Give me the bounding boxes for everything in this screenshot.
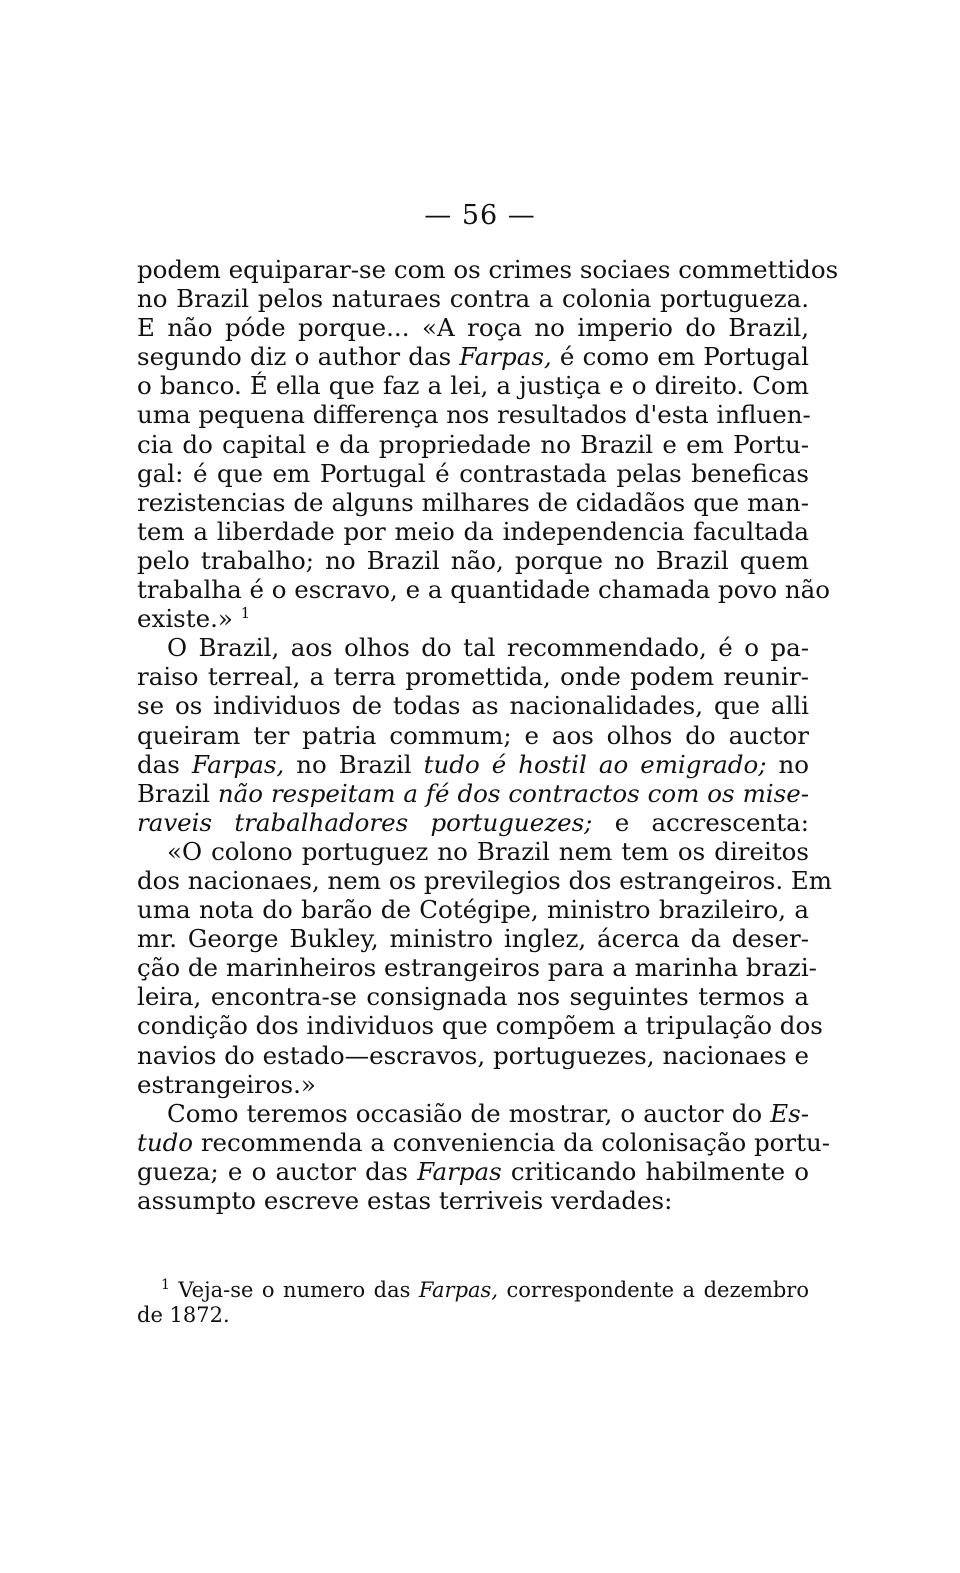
text-line: estrangeiros.» (137, 1069, 316, 1099)
text-line: pelo trabalho; no Brazil não, porque no Brazil quem (137, 545, 809, 575)
text-line: rezistencias de alguns milhares de cidadãos que man- (137, 487, 809, 517)
text-line: Como teremos occasião de mostrar, o auctor do Es- (167, 1098, 809, 1128)
footnote (137, 1278, 809, 1328)
text-line: gal: é que em Portugal é contrastada pelas beneficas (137, 458, 809, 488)
italic-text: tudo (137, 1127, 194, 1157)
italic-text: Farpas, (459, 342, 552, 372)
text-line: O Brazil, aos olhos do tal recommendado, é o pa- (167, 633, 809, 663)
text-line: trabalha é o escravo, e a quantidade chamada povo não (137, 575, 831, 605)
footnote-line: $^1$ Veja-se o numero das Farpas, correspondente a dezembro (161, 1277, 809, 1302)
text-line: se os individuos de todas as nacionalidades, que alli (137, 691, 809, 721)
body-text (137, 255, 839, 1215)
text-line: raiso terreal, a terra promettida, onde podem reunir- (137, 662, 809, 692)
text-line: podem equiparar-se com os crimes sociaes commettidos (137, 255, 839, 284)
text-line: tem a liberdade por meio da independencia facultada (137, 516, 809, 546)
text-line: leira, encontra-se consignada nos seguintes termos a (137, 982, 809, 1012)
text-line: o banco. É ella que faz a lei, a justiça e o direito. Com (137, 371, 809, 401)
italic-text: não respeitam a fé dos contractos com os mise- (217, 778, 809, 808)
text-line: condição dos individuos que compõem a tripulação dos (137, 1011, 823, 1041)
text-line: segundo diz o author das Farpas, é como em Portugal (137, 342, 809, 372)
text-line: das Farpas, no Brazil tudo é hostil ao emigrado; no (137, 749, 809, 779)
text-line: navios do estado—escravos, portuguezes, nacionaes e (137, 1040, 809, 1070)
footnote-line: de 1872. (137, 1303, 230, 1327)
italic-text: Es- (770, 1098, 809, 1128)
text-line: ção de marinheiros estrangeiros para a marinha brazi- (137, 953, 817, 983)
page-number: — 56 — (424, 200, 536, 231)
text-line: no Brazil pelos naturaes contra a colonia portugueza. (137, 284, 809, 314)
text-line: existe.» $^1$ (137, 604, 251, 634)
text-line: queiram ter patria commum; e aos olhos do auctor (137, 720, 809, 750)
italic-text: Farpas (417, 1156, 502, 1186)
text-line: tudo recommenda a conveniencia da colonisação portu- (137, 1127, 831, 1157)
text-line: Brazil não respeitam a fé dos contractos com os mise- (137, 778, 809, 808)
text-line: uma pequena differença nos resultados d'esta influen- (137, 400, 811, 430)
text-line: dos nacionaes, nem os previlegios dos estrangeiros. Em (137, 865, 833, 895)
footnote-marker: 1 (161, 1277, 170, 1293)
text-line: uma nota do barão de Cotégipe, ministro brazileiro, a (137, 895, 809, 925)
text-line: «O colono portuguez no Brazil nem tem os direitos (167, 836, 809, 866)
italic-text: Farpas, (191, 749, 285, 779)
text-line: assumpto escreve estas terriveis verdades: (137, 1186, 673, 1215)
italic-text: raveis trabalhadores portuguezes; (137, 807, 593, 837)
text-line: raveis trabalhadores portuguezes; e accrescenta: (137, 807, 809, 837)
italic-text: Farpas, (418, 1278, 498, 1302)
italic-text: tudo é hostil ao emigrado; (423, 749, 767, 779)
footnote-marker: 1 (240, 604, 251, 623)
text-line: gueza; e o auctor das Farpas criticando habilmente o (137, 1156, 810, 1186)
text-line: cia do capital e da propriedade no Brazil e em Portu- (137, 429, 809, 459)
text-line: E não póde porque... «A roça no imperio do Brazil, (137, 313, 809, 343)
text-line: mr. George Bukley, ministro inglez, ácerca da deser- (137, 924, 809, 954)
